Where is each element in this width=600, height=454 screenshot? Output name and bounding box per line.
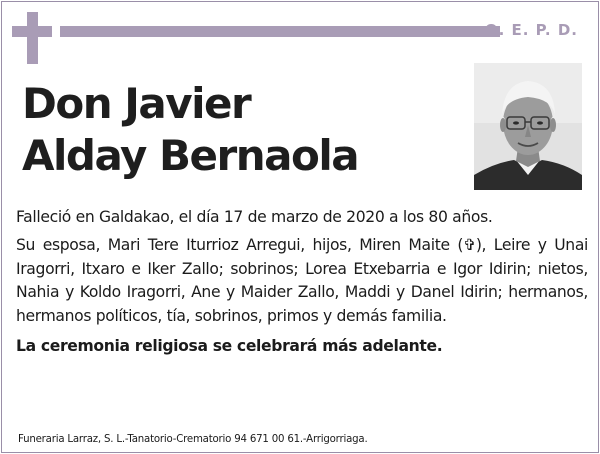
announcement-text: [16, 206, 588, 358]
name-line-1: Don Javier: [22, 79, 251, 128]
funeral-home-footer: Funeraria Larraz, S. L.-Tanatorio-Crematorio 94 671 00 61.-Arrigorriaga.: [18, 434, 368, 445]
family-text-part-1: Su esposa, Mari Tere Iturrioz Arregui, hijos, Miren Maite (: [16, 236, 464, 255]
ceremony-notice: La ceremonia religiosa se celebrará más adelante.: [16, 337, 443, 356]
portrait-photo: [474, 63, 582, 190]
death-line: Falleció en Galdakao, el día 17 de marzo de 2020 a los 80 años.: [16, 208, 493, 226]
deceased-cross-icon: ✞: [463, 236, 476, 255]
portrait-illustration: [474, 63, 582, 190]
qepd-label: Q. E. P. D.: [484, 21, 578, 39]
latin-cross-icon: [12, 12, 52, 64]
deceased-name: [22, 78, 358, 182]
family-paragraph: [16, 234, 588, 328]
header-divider-bar: [60, 26, 500, 37]
obituary-notice: [1, 1, 599, 453]
name-line-2: Alday Bernaola: [22, 131, 359, 180]
family-text-part-2: ), Leire y Unai Iragorri, Itxaro e Iker Zallo; sobrinos; Lorea Etxebarria e Igor Idirin; nietos, Nahia y Koldo Iragorri, Ane y Maider Zallo, Maddi y Danel Idirin; hermanos, hermanos políticos, tía, sobrinos, primos y demás familia.: [16, 236, 589, 325]
